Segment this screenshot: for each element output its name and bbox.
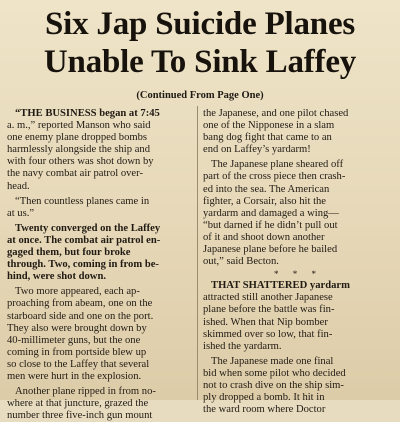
article-line: the Japanese, and one pilot chased xyxy=(203,108,349,119)
article-line: The Japanese plane sheared off xyxy=(211,159,344,171)
article-line: part of the cross piece then crash- xyxy=(203,171,346,183)
headline-line-1: Six Jap Suicide Planes xyxy=(44,6,356,42)
article-line: skimmed over so low, that fin- xyxy=(203,328,333,340)
article-line: starboard side and one on the port. xyxy=(7,310,154,322)
column-divider xyxy=(197,106,198,400)
article-line: the ward room where Doctor xyxy=(203,404,326,416)
article-line: not to crash dive on the ship sim- xyxy=(203,379,344,391)
article-line: end on Laffey’s yardarm! xyxy=(203,144,311,156)
section-break-stars: * * * xyxy=(274,269,322,280)
article-line: “but darned if he didn’t pull out xyxy=(203,219,338,231)
article-line: head. xyxy=(7,180,30,192)
article-line: “THE BUSINESS began at 7:45 xyxy=(15,108,160,119)
article-line: where at that juncture, grazed the xyxy=(7,398,149,410)
article-column-left xyxy=(7,108,192,422)
article-line: 40-millimeter guns, but the one xyxy=(7,334,141,346)
article-line: attracted still another Japanese xyxy=(203,292,333,304)
article-line: ed into the sea. The American xyxy=(203,183,330,195)
article-line: one of the Nipponese in a slam xyxy=(203,120,335,132)
article-line: Another plane ripped in from no- xyxy=(15,386,156,398)
article-line: fighter, a Corsair, also hit the xyxy=(203,195,327,207)
article-line: Twenty converged on the Laffey xyxy=(15,222,161,234)
article-line: The Japanese made one final xyxy=(211,355,334,367)
article-line: Japanese plane before he bailed xyxy=(203,244,338,256)
article-line: ply dropped a bomb. It hit in xyxy=(203,392,325,404)
article-line: hind, were shot down. xyxy=(7,271,106,283)
article-line: ished the yardarm. xyxy=(203,340,282,352)
article-line: out,” said Becton. xyxy=(203,256,279,268)
article-line: proaching from abeam, one on the xyxy=(7,298,153,310)
article-line: yardarm and damaged a wing— xyxy=(203,207,339,219)
article-line: at once. The combat air patrol en- xyxy=(7,234,161,246)
article-column-right xyxy=(203,108,393,416)
article-line: THAT SHATTERED yardarm xyxy=(211,280,350,292)
article-line: a. m.,” reported Manson who said xyxy=(7,120,151,132)
article-line: gaged them, but four broke xyxy=(7,247,131,259)
article-line: number three five-inch gun mount xyxy=(7,410,153,422)
article-line: of it and shoot down another xyxy=(203,231,325,243)
article-line: bang dog fight that came to an xyxy=(203,132,332,144)
article-line: plane before the battle was fin- xyxy=(203,304,335,316)
article-line: through. Two, coming in from be- xyxy=(7,259,159,271)
headline-line-2: Unable To Sink Laffey xyxy=(43,44,357,80)
article-line: with four others was shot down by xyxy=(7,156,154,168)
article-line: men were hurt in the explosion. xyxy=(7,370,142,382)
article-line: the navy combat air patrol over- xyxy=(7,168,143,180)
article-line: so close to the Laffey that several xyxy=(7,358,150,370)
article-line: one enemy plane dropped bombs xyxy=(7,132,148,144)
article-line: coming in from portside blew up xyxy=(7,346,147,358)
article-line: harmlessly alongside the ship and xyxy=(7,144,150,156)
continuation-note: (Continued From Page One) xyxy=(136,90,264,101)
article-line: “Then countless planes came in xyxy=(15,195,150,207)
article-line: bid when some pilot who decided xyxy=(203,367,346,379)
article-line: at us.” xyxy=(7,207,35,219)
article-line: ished. When that Nip bomber xyxy=(203,316,328,328)
article-line: Two more appeared, each ap- xyxy=(15,286,140,298)
article-line: They also were brought down by xyxy=(7,322,147,334)
